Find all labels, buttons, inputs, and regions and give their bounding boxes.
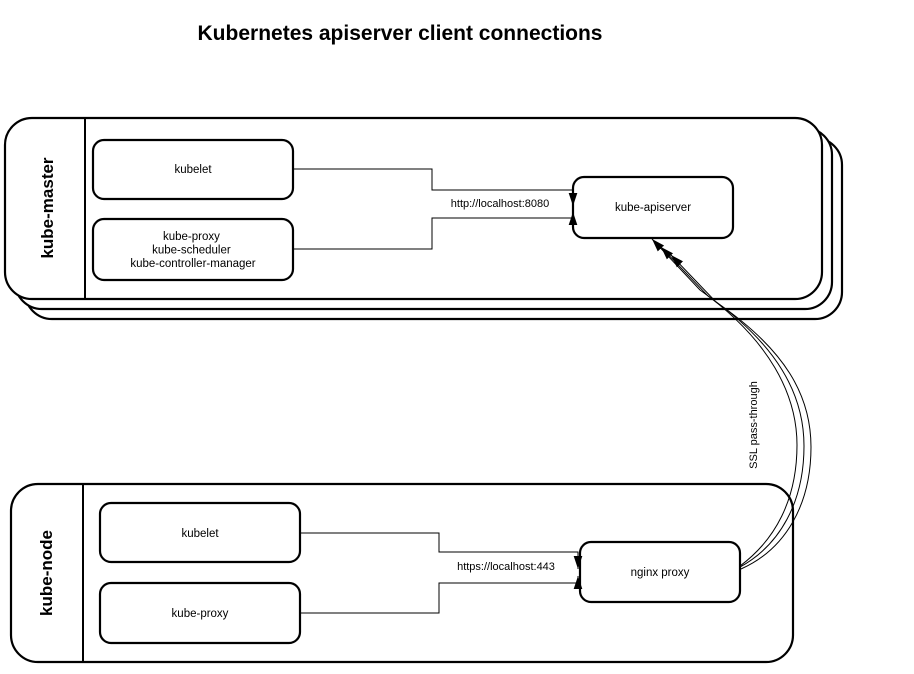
nginx-proxy-label: nginx proxy [630, 567, 690, 579]
nginx-proxy-node [580, 542, 740, 602]
master-services-line-2: kube-scheduler [152, 244, 231, 257]
node-proxy-node [100, 583, 300, 643]
edge-http-label: http://localhost:8080 [450, 198, 550, 210]
master-services-line-1: kube-proxy [162, 231, 220, 243]
ssl-passthrough-label: SSL pass-through [747, 381, 760, 469]
master-cluster-label: kube-master [37, 157, 57, 259]
master-services-line-3: kube-controller-manager [130, 258, 256, 270]
master-kubelet-label: kubelet [174, 164, 212, 176]
node-proxy-label: kube-proxy [171, 608, 229, 620]
edge-https-label: https://localhost:443 [457, 561, 555, 573]
master-services-node [93, 219, 293, 280]
apiserver-label: kube-apiserver [614, 202, 692, 214]
node-cluster-label: kube-node [36, 530, 56, 616]
diagram-title: Kubernetes apiserver client connections [197, 22, 603, 45]
node-kubelet-label: kubelet [181, 528, 219, 540]
apiserver-node [573, 177, 733, 238]
node-kubelet-node [100, 503, 300, 562]
master-kubelet-node [93, 140, 293, 199]
